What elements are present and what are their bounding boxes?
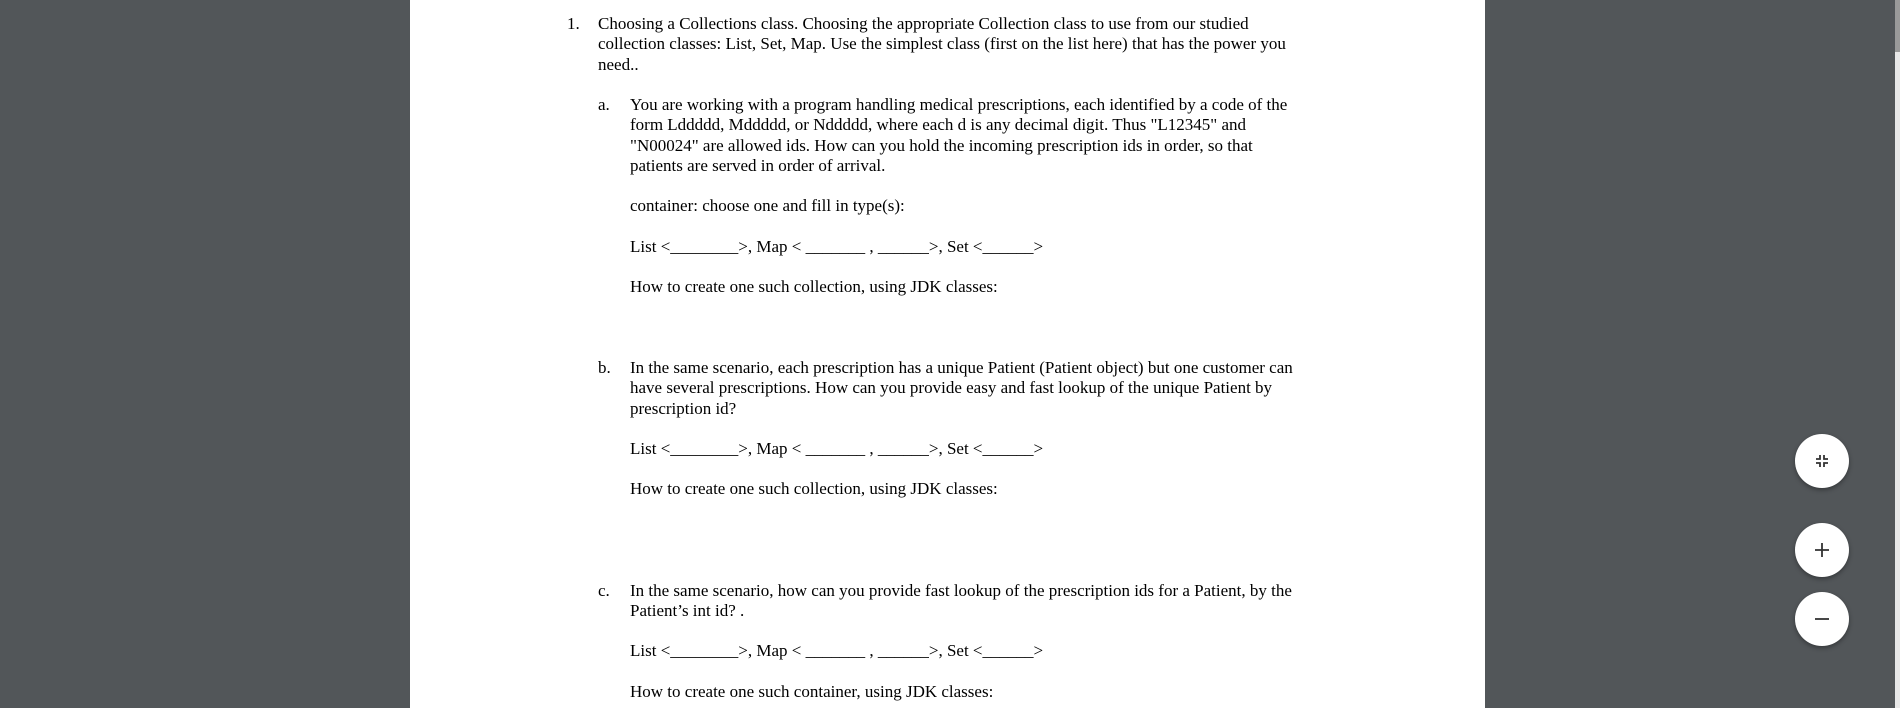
part-a-text-line: You are working with a program handling medical prescriptions, each identified by a code of the bbox=[630, 95, 1288, 114]
zoom-out-button[interactable] bbox=[1795, 592, 1849, 646]
part-b-create-prompt: How to create one such collection, using JDK classes: bbox=[630, 479, 998, 498]
zoom-in-button[interactable] bbox=[1795, 523, 1849, 577]
fit-to-page-icon bbox=[1812, 451, 1832, 471]
part-a-types-line: List <________>, Map < _______ , ______>, Set <______> bbox=[630, 237, 1044, 256]
part-b-text-line: prescription id? bbox=[630, 399, 737, 418]
zoom-in-icon bbox=[1812, 540, 1832, 560]
part-c-create-prompt: How to create one such container, using JDK classes: bbox=[630, 682, 994, 701]
part-a-text-line: form Lddddd, Mddddd, or Nddddd, where each d is any decimal digit. Thus "L12345" and bbox=[630, 115, 1247, 134]
scrollbar-thumb[interactable] bbox=[1895, 0, 1900, 52]
part-b-text-line: have several prescriptions. How can you provide easy and fast lookup of the unique Patient by bbox=[630, 378, 1273, 397]
part-a-container-prompt: container: choose one and fill in type(s): bbox=[630, 196, 905, 215]
vertical-scrollbar[interactable] bbox=[1895, 0, 1900, 708]
part-c-letter: c. bbox=[598, 581, 610, 600]
part-b-letter: b. bbox=[598, 358, 611, 377]
question-text-line: collection classes: List, Set, Map. Use the simplest class (first on the list here) that has the power you bbox=[598, 34, 1286, 53]
part-a-text-line: "N00024" are allowed ids. How can you hold the incoming prescription ids in order, so that bbox=[630, 136, 1253, 155]
zoom-out-icon bbox=[1812, 609, 1832, 629]
part-b-types-line: List <________>, Map < _______ , ______>, Set <______> bbox=[630, 439, 1044, 458]
part-c-text-line: Patient’s int id? . bbox=[630, 601, 745, 620]
question-text-line: need.. bbox=[598, 55, 639, 74]
question-text-line: Choosing a Collections class. Choosing the appropriate Collection class to use from our studied bbox=[598, 14, 1249, 33]
part-a-create-prompt: How to create one such collection, using JDK classes: bbox=[630, 277, 998, 296]
part-b-text-line: In the same scenario, each prescription has a unique Patient (Patient object) but one customer can bbox=[630, 358, 1293, 377]
document-page bbox=[410, 0, 1485, 708]
part-a-text-line: patients are served in order of arrival. bbox=[630, 156, 886, 175]
part-c-text-line: In the same scenario, how can you provide fast lookup of the prescription ids for a Patient, by the bbox=[630, 581, 1292, 600]
fit-to-page-button[interactable] bbox=[1795, 434, 1849, 488]
part-a-letter: a. bbox=[598, 95, 610, 114]
question-number: 1. bbox=[567, 14, 580, 33]
part-c-types-line: List <________>, Map < _______ , ______>, Set <______> bbox=[630, 641, 1044, 660]
